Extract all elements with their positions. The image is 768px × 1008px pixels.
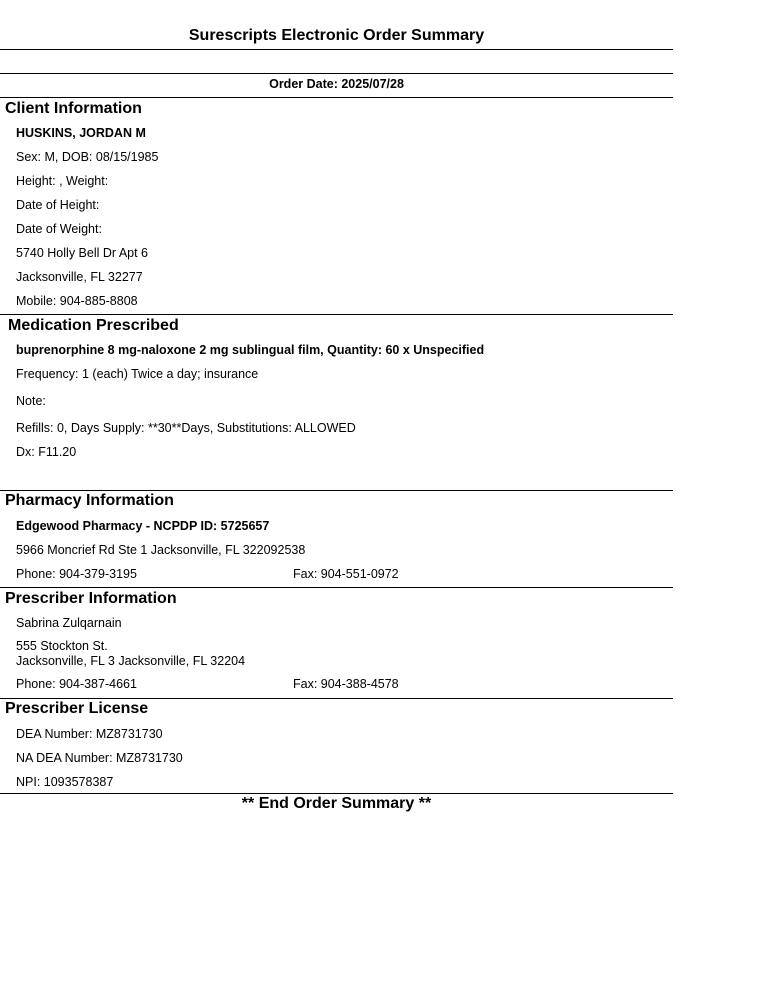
medication-frequency: Frequency: 1 (each) Twice a day; insurance bbox=[16, 367, 259, 381]
prescriber-phone: Phone: 904-387-4661 bbox=[16, 677, 137, 691]
patient-address-line2: Jacksonville, FL 32277 bbox=[16, 270, 143, 284]
pharmacy-address: 5966 Moncrief Rd Ste 1 Jacksonville, FL 322092538 bbox=[16, 543, 306, 557]
patient-mobile: Mobile: 904-885-8808 bbox=[16, 294, 138, 308]
divider bbox=[0, 49, 673, 50]
divider bbox=[0, 97, 673, 98]
pharmacy-fax: Fax: 904-551-0972 bbox=[293, 567, 399, 581]
divider bbox=[0, 587, 673, 588]
prescriber-name: Sabrina Zulqarnain bbox=[16, 616, 122, 630]
patient-height-weight: Height: , Weight: bbox=[16, 174, 109, 188]
license-heading: Prescriber License bbox=[5, 700, 149, 717]
prescriber-address-line1: 555 Stockton St. bbox=[16, 639, 108, 653]
pharmacy-phone: Phone: 904-379-3195 bbox=[16, 567, 137, 581]
medication-dx: Dx: F11.20 bbox=[16, 445, 77, 459]
prescriber-address-line2: Jacksonville, FL 3 Jacksonville, FL 32204 bbox=[16, 654, 246, 668]
medication-note: Note: bbox=[16, 394, 46, 408]
medication-heading: Medication Prescribed bbox=[8, 317, 179, 334]
divider bbox=[0, 314, 673, 315]
divider bbox=[0, 793, 673, 794]
document-title: Surescripts Electronic Order Summary bbox=[188, 27, 485, 44]
pharmacy-name: Edgewood Pharmacy - NCPDP ID: 5725657 bbox=[16, 519, 270, 533]
divider bbox=[0, 73, 673, 74]
prescriber-heading: Prescriber Information bbox=[5, 590, 177, 607]
divider bbox=[0, 490, 673, 491]
client-info-heading: Client Information bbox=[5, 100, 142, 117]
order-date: Order Date: 2025/07/28 bbox=[269, 77, 404, 91]
patient-date-of-height: Date of Height: bbox=[16, 198, 100, 212]
medication-drug: buprenorphine 8 mg-naloxone 2 mg sublingual film, Quantity: 60 x Unspecified bbox=[16, 343, 485, 357]
patient-address-line1: 5740 Holly Bell Dr Apt 6 bbox=[16, 246, 149, 260]
npi-number: NPI: 1093578387 bbox=[16, 775, 114, 789]
patient-sex-dob: Sex: M, DOB: 08/15/1985 bbox=[16, 150, 159, 164]
divider bbox=[0, 698, 673, 699]
pharmacy-heading: Pharmacy Information bbox=[5, 492, 174, 509]
prescriber-fax: Fax: 904-388-4578 bbox=[293, 677, 399, 691]
medication-refills: Refills: 0, Days Supply: **30**Days, Substitutions: ALLOWED bbox=[16, 421, 356, 435]
dea-number: DEA Number: MZ8731730 bbox=[16, 727, 163, 741]
end-order-summary: ** End Order Summary ** bbox=[241, 795, 432, 812]
na-dea-number: NA DEA Number: MZ8731730 bbox=[16, 751, 183, 765]
patient-date-of-weight: Date of Weight: bbox=[16, 222, 102, 236]
patient-name: HUSKINS, JORDAN M bbox=[16, 126, 146, 140]
